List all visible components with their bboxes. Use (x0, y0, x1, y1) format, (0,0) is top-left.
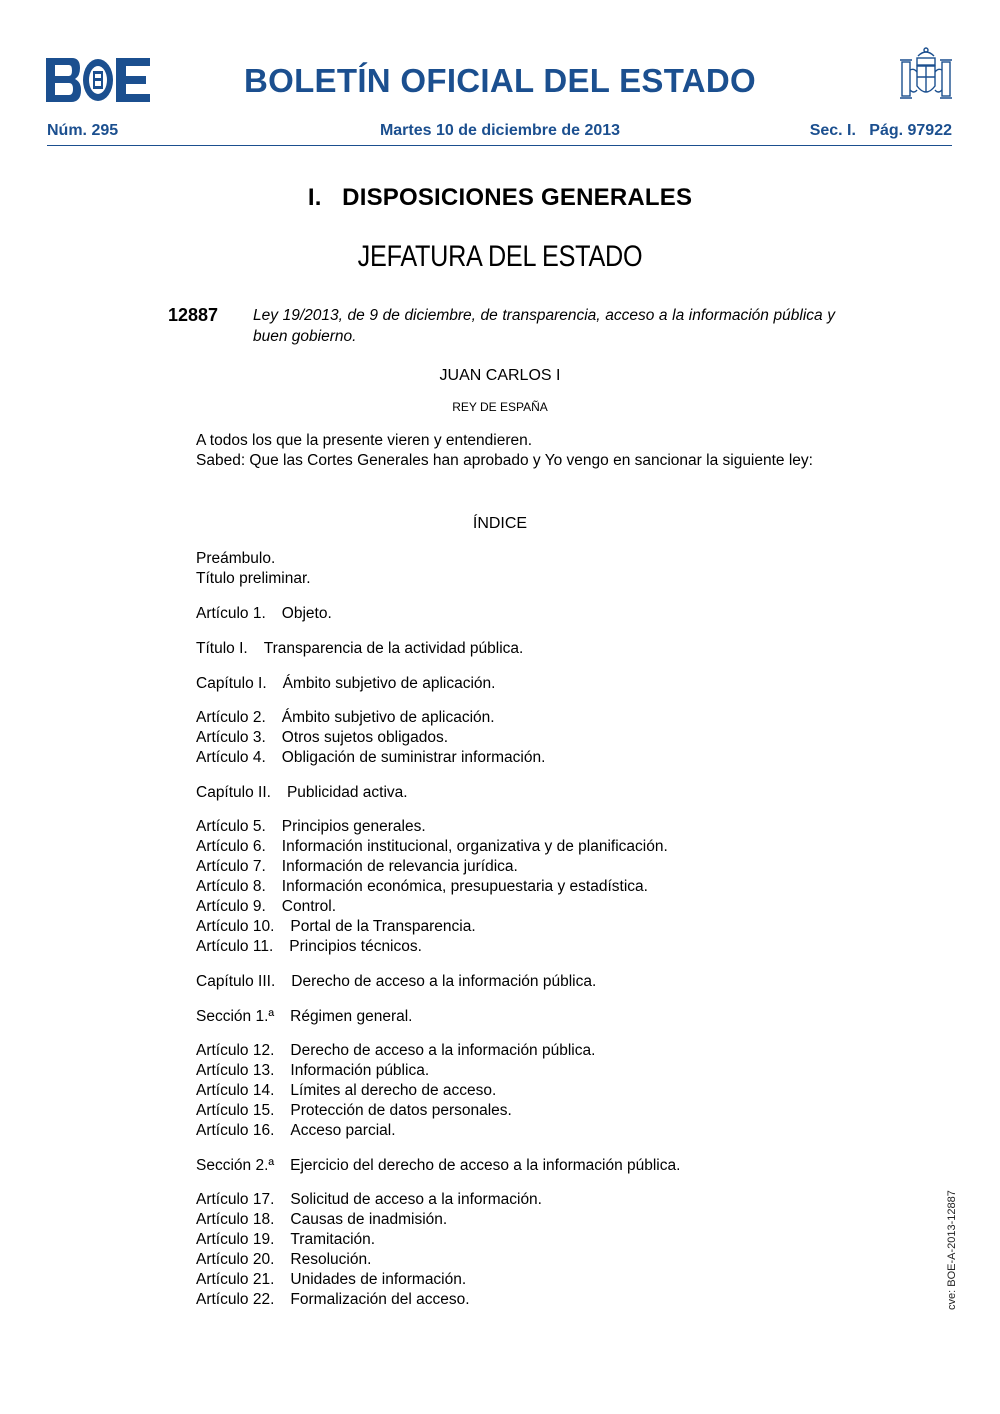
index-entry-title: Derecho de acceso a la información pública. (291, 973, 597, 990)
index-entry-label: Artículo 14. (196, 1082, 275, 1099)
index-entry (196, 1231, 375, 1249)
disposition-title: Ley 19/2013, de 9 de diciembre, de transparencia, acceso a la información pública y buen gobierno. (253, 307, 835, 345)
index-entry-title: Ámbito subjetivo de aplicación. (282, 675, 496, 692)
index-entry (196, 550, 275, 568)
index-entry (196, 1157, 680, 1175)
index-entry-title: Resolución. (290, 1251, 372, 1268)
index-entry (196, 640, 523, 658)
index-entry-label: Artículo 4. (196, 749, 266, 766)
index-entry (196, 878, 648, 896)
paragraph-intro: A todos los que la presente vieren y entendieren. (196, 432, 533, 449)
index-entry-label: Artículo 10. (196, 918, 275, 935)
index-entry-label: Artículo 16. (196, 1122, 275, 1139)
header-rule (47, 145, 952, 146)
index-entry-label: Sección 1.ª (196, 1008, 275, 1025)
index-entry (196, 1251, 371, 1269)
index-entry-label: Sección 2.ª (196, 1157, 275, 1174)
king-subtitle: REY DE ESPAÑA (452, 400, 548, 414)
index-entry (196, 1102, 512, 1120)
index-entry-title: Obligación de suministrar información. (281, 749, 546, 766)
index-entry-title: Solicitud de acceso a la información. (290, 1191, 542, 1208)
index-entry-title: Protección de datos personales. (290, 1102, 512, 1119)
index-entry-title: Información económica, presupuestaria y estadística. (281, 878, 648, 895)
index-entry (196, 784, 408, 802)
index-entry-title: Información institucional, organizativa y de planificación. (281, 838, 668, 855)
index-entry-title: Información pública. (290, 1062, 430, 1079)
issue-date: Martes 10 de diciembre de 2013 (379, 122, 621, 139)
index-entry-title: Límites al derecho de acceso. (290, 1082, 497, 1099)
index-entry (196, 1291, 470, 1309)
issue-number: Núm. 295 (47, 122, 119, 139)
index-entry (196, 898, 336, 916)
index-entry-title: Régimen general. (290, 1008, 413, 1025)
index-entry-title: Otros sujetos obligados. (281, 729, 449, 746)
index-entry (196, 1271, 466, 1289)
index-entry-label: Artículo 21. (196, 1271, 275, 1288)
index-entry-title: Derecho de acceso a la información pública. (290, 1042, 596, 1059)
index-entry (196, 709, 495, 727)
index-title: ÍNDICE (472, 515, 528, 532)
index-entry-label: Título I. (196, 640, 248, 657)
index-entry-label: Capítulo II. (196, 784, 271, 801)
coat-of-arms-icon (896, 46, 956, 108)
index-entry-label: Título preliminar. (196, 570, 311, 587)
index-entry (196, 1122, 396, 1140)
index-entry (196, 1191, 542, 1209)
index-entry-title: Información de relevancia jurídica. (281, 858, 518, 875)
index-entry-label: Artículo 1. (196, 605, 266, 622)
index-entry-label: Preámbulo. (196, 550, 276, 567)
index-entry (196, 938, 422, 956)
org-heading: JEFATURA DEL ESTADO (357, 240, 643, 273)
index-entry-title: Acceso parcial. (290, 1122, 396, 1139)
index-entry (196, 858, 518, 876)
index-entry (196, 1042, 595, 1060)
index-entry-label: Artículo 13. (196, 1062, 275, 1079)
index-entry (196, 838, 668, 856)
index-entry-label: Artículo 17. (196, 1191, 275, 1208)
index-entry (196, 749, 545, 767)
index-entry-label: Artículo 8. (196, 878, 266, 895)
index-entry (196, 1082, 496, 1100)
index-entry-title: Portal de la Transparencia. (290, 918, 476, 935)
boe-logo (46, 58, 150, 102)
index-entry-label: Artículo 3. (196, 729, 266, 746)
index-entry-title: Principios técnicos. (289, 938, 422, 955)
section-heading: I. DISPOSICIONES GENERALES (307, 184, 693, 211)
index-entry-title: Principios generales. (281, 818, 426, 835)
index-entry-label: Artículo 12. (196, 1042, 275, 1059)
index-entry-label: Artículo 5. (196, 818, 266, 835)
index-entry-label: Artículo 18. (196, 1211, 275, 1228)
index-entry (196, 1008, 412, 1026)
index-entry-label: Artículo 7. (196, 858, 266, 875)
index-entry-label: Artículo 15. (196, 1102, 275, 1119)
index-entry (196, 605, 332, 623)
king-name: JUAN CARLOS I (439, 367, 561, 384)
index-entry-label: Capítulo III. (196, 973, 276, 990)
index-entry (196, 570, 311, 588)
index-entry (196, 918, 476, 936)
index-entry-label: Artículo 19. (196, 1231, 275, 1248)
index-entry-title: Ejercicio del derecho de acceso a la información pública. (290, 1157, 681, 1174)
index-entry-title: Control. (281, 898, 337, 915)
index-entry-title: Tramitación. (290, 1231, 376, 1248)
index-entry-label: Artículo 9. (196, 898, 266, 915)
index-entry-label: Artículo 2. (196, 709, 266, 726)
index-entry-label: Capítulo I. (196, 675, 267, 692)
index-entry (196, 818, 426, 836)
index-entry (196, 973, 596, 991)
index-entry-title: Publicidad activa. (286, 784, 408, 801)
masthead-title: BOLETÍN OFICIAL DEL ESTADO (244, 62, 756, 99)
index-entry-label: Artículo 6. (196, 838, 266, 855)
section-page: Sec. I. Pág. 97922 (809, 122, 952, 139)
paragraph-sabed: Sabed: Que las Cortes Generales han aprobado y Yo vengo en sancionar la siguiente ley: (196, 452, 813, 469)
index-entry (196, 1211, 447, 1229)
disposition-number: 12887 (168, 305, 219, 325)
index-entry (196, 1062, 429, 1080)
index-entry (196, 729, 448, 747)
index-entry (196, 675, 495, 693)
index-entry-title: Objeto. (281, 605, 332, 622)
index-entry-title: Ámbito subjetivo de aplicación. (281, 709, 495, 726)
cve-identifier: cve: BOE-A-2013-12887 (946, 1190, 958, 1310)
index-entry-title: Causas de inadmisión. (290, 1211, 448, 1228)
index-entry-label: Artículo 20. (196, 1251, 275, 1268)
index-entry-label: Artículo 22. (196, 1291, 275, 1308)
index-entry-title: Transparencia de la actividad pública. (263, 640, 524, 657)
index-entry-label: Artículo 11. (196, 938, 274, 955)
index-entry-title: Formalización del acceso. (290, 1291, 470, 1308)
index-entry-title: Unidades de información. (290, 1271, 467, 1288)
